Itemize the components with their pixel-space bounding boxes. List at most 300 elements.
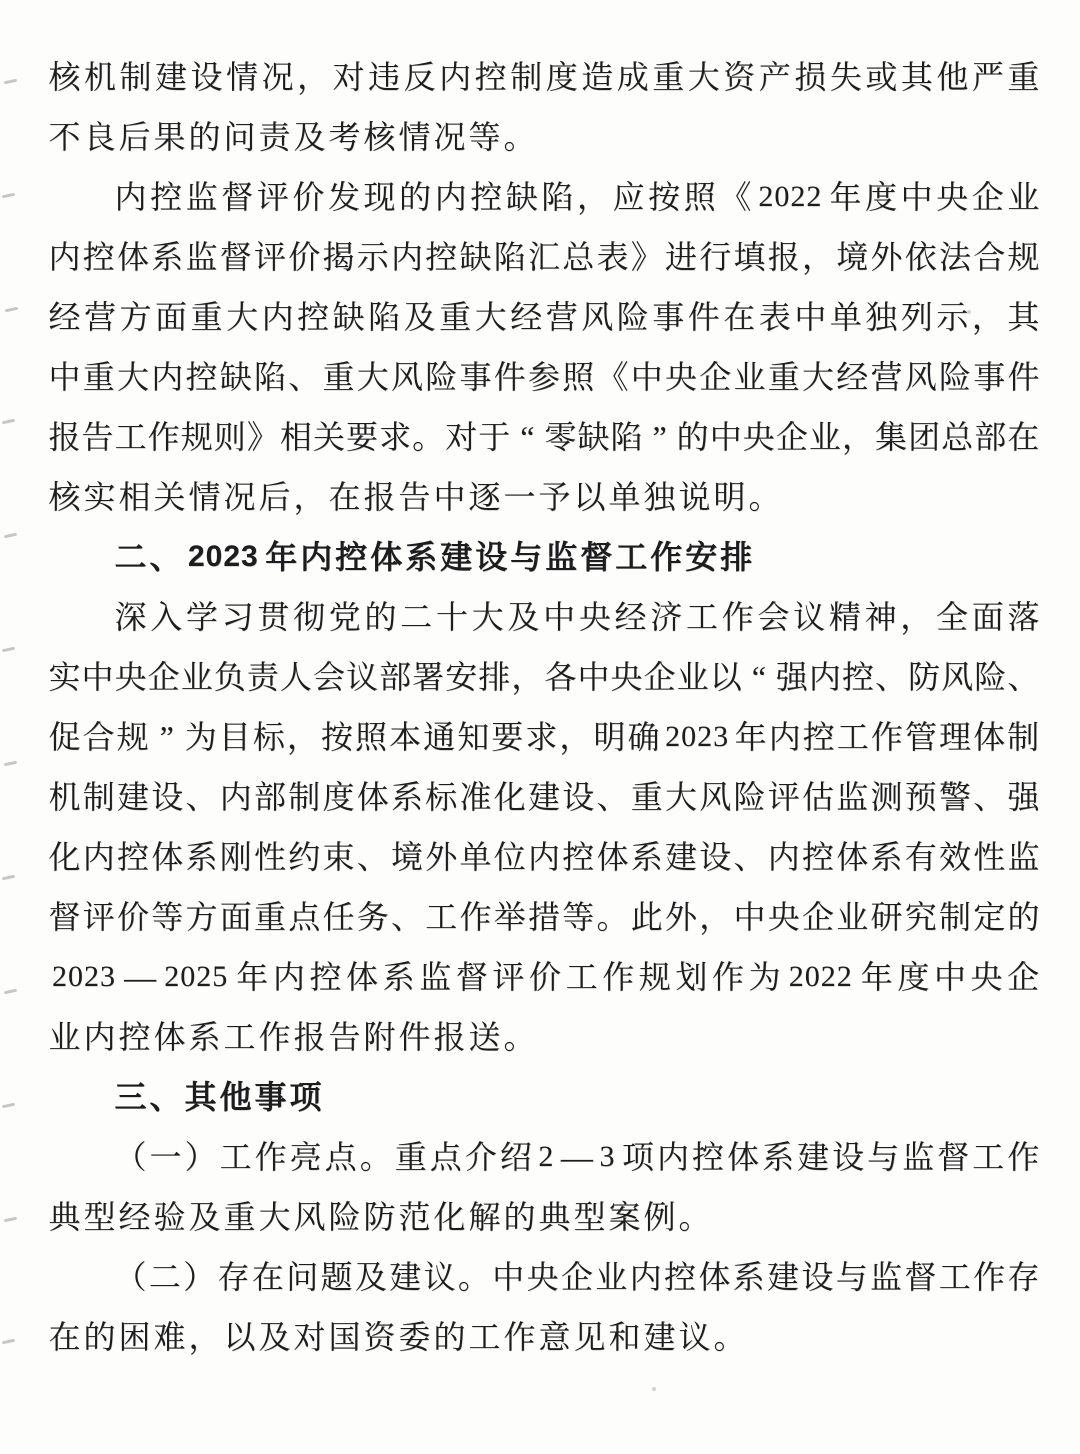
scan-edge-mark	[2, 1103, 15, 1109]
text-line	[48, 1307, 1040, 1367]
cjk-char: 、	[288, 359, 321, 395]
cjk-char: 标	[252, 719, 285, 755]
cjk-char: 会	[312, 659, 345, 695]
scan-edge-mark	[4, 533, 17, 539]
cjk-char: 机	[48, 779, 81, 815]
cjk-char: 内	[82, 839, 115, 875]
cjk-char: 失	[829, 59, 862, 95]
cjk-char: 内	[434, 179, 467, 215]
cjk-char: ）	[184, 1139, 217, 1175]
cjk-char: 企	[560, 1259, 593, 1295]
cjk-char: 后	[258, 479, 291, 515]
cjk-char: 报	[767, 239, 800, 275]
cjk-char: ，	[511, 659, 544, 695]
cjk-char: 与	[867, 1139, 900, 1175]
cjk-char: 企	[1007, 959, 1040, 995]
cjk-char: 独	[643, 479, 676, 515]
cjk-char: 应	[612, 179, 645, 215]
text-line	[48, 647, 1040, 707]
cjk-char: 体	[836, 839, 869, 875]
ascii-token: 2025	[164, 960, 229, 993]
cjk-char: 控	[185, 359, 218, 395]
cjk-char: 、	[390, 899, 423, 935]
cjk-char: 估	[801, 779, 834, 815]
cjk-char: 建	[116, 779, 149, 815]
cjk-char: 经	[510, 299, 543, 335]
cjk-char: 重	[190, 299, 223, 335]
cjk-char: 表	[758, 299, 791, 335]
cjk-char: 责	[246, 659, 279, 695]
cjk-char: 控	[118, 1019, 151, 1055]
cjk-char: 重	[630, 779, 663, 815]
cjk-char: 一	[149, 1139, 182, 1175]
cjk-char: 以	[573, 479, 606, 515]
cjk-char: 规	[1007, 239, 1040, 275]
cjk-char: 、	[149, 1079, 182, 1115]
cjk-char: 明	[593, 719, 626, 755]
cjk-char: 系	[382, 959, 415, 995]
cjk-char: 对	[445, 419, 478, 455]
cjk-char: 评	[767, 779, 800, 815]
cjk-char: 型	[573, 1199, 606, 1235]
cjk-char: 机	[84, 59, 117, 95]
cjk-char: 中	[733, 899, 766, 935]
cjk-char: 二	[148, 1259, 181, 1295]
cjk-char: 督	[455, 959, 488, 995]
cjk-char: 示	[356, 239, 389, 275]
cjk-char: 作	[973, 1259, 1006, 1295]
cjk-char: 件	[493, 359, 526, 395]
cjk-char: 经	[118, 1199, 151, 1235]
cjk-char: 。	[678, 1199, 711, 1235]
cjk-char: 解	[468, 1199, 501, 1235]
cjk-char: 济	[650, 599, 683, 635]
cjk-char: 系	[151, 239, 184, 275]
cjk-char: 表	[596, 239, 629, 275]
cjk-char: 。	[359, 1139, 392, 1175]
cjk-char: 其	[1007, 299, 1040, 335]
cjk-char: 业	[676, 659, 709, 695]
text-line	[48, 107, 1040, 167]
cjk-char: 照	[562, 359, 595, 395]
cjk-char: 核	[48, 479, 81, 515]
cjk-char: 重	[394, 1139, 427, 1175]
cjk-char: 设	[699, 839, 732, 875]
cjk-char: 风	[904, 359, 937, 395]
cjk-char: 缺	[577, 419, 610, 455]
scan-edge-mark	[2, 647, 15, 653]
cjk-char: 事	[652, 299, 685, 335]
cjk-char: 逐	[468, 479, 501, 515]
cjk-char: 控	[309, 959, 342, 995]
cjk-char: 控	[150, 179, 183, 215]
cjk-char: 内	[390, 239, 423, 275]
cjk-char: 陷	[253, 359, 286, 395]
cjk-char: 要	[346, 419, 379, 455]
cjk-char: 设	[801, 1259, 834, 1295]
ascii-token: 2	[538, 1140, 555, 1173]
cjk-char: 建	[797, 1139, 830, 1175]
cjk-char: 及	[507, 599, 540, 635]
text-line	[48, 767, 1040, 827]
cjk-char: 附	[363, 1019, 396, 1055]
cjk-char: 中	[900, 179, 933, 215]
cjk-char: 控	[335, 539, 368, 575]
text-line	[48, 1127, 1040, 1187]
cjk-char: 揭	[322, 239, 355, 275]
cjk-char: 约	[288, 839, 321, 875]
cjk-char: 及	[354, 1259, 387, 1295]
cjk-char: 。	[503, 119, 536, 155]
cjk-char: 监	[185, 239, 218, 275]
document-body	[48, 47, 1040, 1367]
cjk-char: 央	[936, 179, 969, 215]
cjk-char: 的	[433, 1319, 466, 1355]
cjk-char: 作	[258, 1019, 291, 1055]
cjk-char: 控	[801, 839, 834, 875]
cjk-char: 监	[185, 179, 218, 215]
cjk-char: 目	[218, 719, 251, 755]
cjk-char: 风	[699, 779, 732, 815]
cjk-char: 控	[297, 299, 330, 335]
cjk-char: 与	[510, 539, 543, 575]
cjk-char: 委	[398, 1319, 431, 1355]
cjk-char: 。	[412, 419, 445, 455]
scan-speck	[652, 1387, 656, 1391]
ascii-token: 2023	[665, 720, 730, 753]
cjk-char: 果	[153, 119, 186, 155]
cjk-char: 内	[83, 1019, 116, 1055]
cjk-char: 内	[219, 779, 252, 815]
cjk-char: 内	[261, 299, 294, 335]
cjk-char: 报	[293, 1019, 326, 1055]
cjk-char: 求	[379, 419, 412, 455]
cjk-char: 议	[423, 1259, 456, 1295]
cjk-char: 排	[720, 539, 753, 575]
cjk-char: 化	[433, 1199, 466, 1235]
cjk-char: 大	[226, 299, 259, 335]
cjk-char: 内	[767, 839, 800, 875]
cjk-char: 度	[322, 779, 355, 815]
cjk-char: 进	[664, 239, 697, 275]
cjk-char: 介	[464, 1139, 497, 1175]
cjk-char: 发	[327, 179, 360, 215]
cjk-char: 通	[423, 719, 456, 755]
cjk-char: 制	[938, 899, 971, 935]
cjk-char: 面	[971, 599, 1004, 635]
cjk-char: 控	[425, 239, 458, 275]
cjk-char: 缺	[505, 179, 538, 215]
cjk-char: 理	[939, 719, 972, 755]
cjk-char: 内	[439, 59, 472, 95]
cjk-char: 亮	[289, 1139, 322, 1175]
cjk-char: 价	[529, 959, 562, 995]
cjk-char: 内	[629, 1259, 662, 1295]
cjk-char: 监	[836, 779, 869, 815]
cjk-char: 制	[510, 59, 543, 95]
cjk-char: 事	[254, 1079, 287, 1115]
cjk-char: 意	[538, 1319, 571, 1355]
cjk-char: 署	[412, 659, 445, 695]
cjk-char: 工	[565, 959, 598, 995]
cjk-char: 内	[656, 1139, 689, 1175]
cjk-char: 体	[153, 1019, 186, 1055]
cjk-char: 情	[226, 59, 259, 95]
cjk-char: 情	[398, 119, 431, 155]
cjk-char: 准	[459, 779, 492, 815]
cjk-char: 总	[941, 419, 974, 455]
cjk-char: ）	[183, 1259, 216, 1295]
cjk-char: 风	[581, 299, 614, 335]
cjk-char: 建	[527, 779, 560, 815]
cjk-char: 风	[941, 659, 974, 695]
cjk-char: 等	[468, 119, 501, 155]
cjk-char: 困	[118, 1319, 151, 1355]
cjk-char: ，	[900, 599, 933, 635]
cjk-char: 业	[836, 899, 869, 935]
scan-edge-mark	[2, 193, 15, 199]
cjk-char: 控	[841, 659, 874, 695]
cjk-char: （	[114, 1259, 147, 1295]
cjk-char: 知	[457, 719, 490, 755]
cjk-char: 性	[973, 839, 1006, 875]
cjk-char: 说	[678, 479, 711, 515]
cjk-char: 资	[363, 1319, 396, 1355]
cjk-char: 与	[835, 1259, 868, 1295]
cjk-char: 安	[685, 539, 718, 575]
cjk-char: ，	[971, 299, 1004, 335]
cjk-char: 风	[390, 359, 423, 395]
cjk-char: 体	[356, 779, 389, 815]
text-line	[48, 1007, 1040, 1067]
cjk-char: 会	[757, 599, 790, 635]
cjk-char: 体	[973, 719, 1006, 755]
cjk-char: 作	[503, 1319, 536, 1355]
cjk-char: 作	[870, 719, 903, 755]
cjk-char: 议	[678, 1319, 711, 1355]
cjk-char: 相	[279, 419, 312, 455]
cjk-char: 良	[83, 119, 116, 155]
cjk-char: 此	[630, 899, 663, 935]
cjk-char: 法	[938, 239, 971, 275]
cjk-char: 化	[48, 839, 81, 875]
cjk-char: 报	[48, 419, 81, 455]
cjk-char: 存	[217, 1259, 250, 1295]
cjk-char: 业	[733, 359, 766, 395]
cjk-char: 题	[320, 1259, 353, 1295]
cjk-char: 大	[664, 779, 697, 815]
cjk-char: 境	[836, 239, 869, 275]
cjk-char: 业	[595, 1259, 628, 1295]
cjk-char: 在	[48, 1319, 81, 1355]
cjk-char: 议	[793, 599, 826, 635]
heading-line	[48, 1067, 1040, 1127]
cjk-char: 年	[734, 719, 767, 755]
cjk-char: 按	[320, 719, 353, 755]
cjk-char: 大	[474, 299, 507, 335]
cjk-char: 告	[328, 1019, 361, 1055]
cjk-char: 见	[573, 1319, 606, 1355]
cjk-char: 难	[153, 1319, 186, 1355]
cjk-char: 建	[440, 539, 473, 575]
cjk-char: 范	[398, 1199, 431, 1235]
text-line	[48, 887, 1040, 947]
cjk-char: 央	[610, 659, 643, 695]
cjk-char: 企	[801, 899, 834, 935]
cjk-char: 束	[322, 839, 355, 875]
cjk-char: 合	[82, 719, 115, 755]
cjk-char: 学	[185, 599, 218, 635]
cjk-char: 经	[836, 359, 869, 395]
scan-edge-mark	[4, 761, 17, 767]
cjk-char: 、	[973, 779, 1006, 815]
cjk-char: 度	[865, 179, 898, 215]
cjk-char: 实	[48, 659, 81, 695]
cjk-char: 建	[155, 59, 188, 95]
cjk-char: 业	[48, 1019, 81, 1055]
cjk-char: 彻	[293, 599, 326, 635]
cjk-char: 。	[596, 899, 629, 935]
cjk-char: 事	[459, 359, 492, 395]
cjk-char: 项	[289, 1079, 322, 1115]
cjk-char: 绍	[499, 1139, 532, 1175]
cjk-char: ，	[293, 479, 326, 515]
cjk-char: 设	[151, 779, 184, 815]
cjk-char: 面	[155, 299, 188, 335]
cjk-char: 《	[596, 359, 629, 395]
cjk-char: 业	[180, 659, 213, 695]
cjk-char: 督	[904, 1259, 937, 1295]
cjk-char: 系	[732, 1259, 765, 1295]
cjk-char: 险	[425, 359, 458, 395]
cjk-char: 其	[184, 1079, 217, 1115]
cjk-char: 以	[223, 1319, 256, 1355]
cjk-char: 、	[875, 659, 908, 695]
cjk-char: 报	[433, 1019, 466, 1055]
cjk-char: 件	[398, 1019, 431, 1055]
cjk-char: 制	[119, 59, 152, 95]
cjk-char: 营	[84, 299, 117, 335]
cjk-char: 制	[1007, 719, 1040, 755]
cjk-char: 控	[692, 1139, 725, 1175]
cjk-char: 问	[286, 1259, 319, 1295]
cjk-char: 重	[253, 899, 286, 935]
cjk-char: 国	[328, 1319, 361, 1355]
cjk-char: 测	[870, 779, 903, 815]
cjk-char: 等	[562, 899, 595, 935]
cjk-char: 单	[608, 479, 641, 515]
cjk-char: 、	[733, 839, 766, 875]
cjk-char: 效	[938, 839, 971, 875]
cjk-char: 务	[356, 899, 389, 935]
cjk-char: 相	[118, 479, 151, 515]
cjk-char: 督	[219, 239, 252, 275]
text-line	[48, 947, 1040, 1007]
cjk-char: 二	[400, 599, 433, 635]
cjk-char: 责	[258, 119, 291, 155]
cjk-char: 央	[114, 659, 147, 695]
cjk-char: 督	[48, 899, 81, 935]
cjk-char: 工	[468, 1319, 501, 1355]
cjk-char: 告	[81, 419, 114, 455]
cjk-char: 险	[974, 659, 1007, 695]
cjk-char: 照	[355, 719, 388, 755]
cjk-char: 况	[433, 119, 466, 155]
cjk-char: 按	[648, 179, 681, 215]
text-line	[48, 407, 1040, 467]
cjk-char: 核	[48, 59, 81, 95]
cjk-char: 在	[251, 1259, 284, 1295]
scan-edge-mark	[4, 989, 17, 995]
cjk-char: 的	[364, 599, 397, 635]
cjk-char: 研	[870, 899, 903, 935]
cjk-char: 重	[439, 299, 472, 335]
cjk-char: 造	[581, 59, 614, 95]
cjk-char: 重	[223, 1199, 256, 1235]
cjk-char: 一	[503, 479, 536, 515]
cjk-char: 报	[363, 479, 396, 515]
cjk-char: 严	[971, 59, 1004, 95]
cjk-char: 合	[973, 239, 1006, 275]
cjk-char: 控	[470, 179, 503, 215]
cjk-char: 团	[908, 419, 941, 455]
cjk-char: 促	[48, 719, 81, 755]
cjk-char: 后	[118, 119, 151, 155]
cjk-char: 中	[709, 419, 742, 455]
cjk-char: 中	[933, 959, 966, 995]
cjk-char: 示	[936, 299, 969, 335]
cjk-char: 设	[190, 59, 223, 95]
cjk-char: 本	[389, 719, 422, 755]
cjk-char: 》	[246, 419, 279, 455]
cjk-char: 问	[223, 119, 256, 155]
cjk-char: 系	[188, 1019, 221, 1055]
cjk-char: 内	[300, 539, 333, 575]
cjk-char: 作	[721, 599, 754, 635]
cjk-char: 评	[253, 239, 286, 275]
cjk-char: 项	[621, 1139, 654, 1175]
cjk-char: 系	[870, 839, 903, 875]
cjk-char: 工	[938, 1259, 971, 1295]
cjk-char: 依	[904, 239, 937, 275]
cjk-char: 营	[545, 299, 578, 335]
cjk-char: 则	[213, 419, 246, 455]
cjk-char: 险	[938, 359, 971, 395]
ascii-token: 2023	[188, 540, 259, 573]
cjk-char: 参	[527, 359, 560, 395]
cjk-char: 他	[936, 59, 969, 95]
cjk-char: ，	[559, 719, 592, 755]
cjk-char: 中	[630, 359, 663, 395]
cjk-char: 控	[474, 59, 507, 95]
cjk-char: 及	[258, 1319, 291, 1355]
cjk-char: 监	[902, 1139, 935, 1175]
cjk-char: 重	[767, 359, 800, 395]
cjk-char: 单	[459, 839, 492, 875]
cjk-char: 作	[147, 419, 180, 455]
cjk-char: 事	[973, 359, 1006, 395]
cjk-char: 中	[48, 359, 81, 395]
cjk-char: 集	[875, 419, 908, 455]
cjk-char: 制	[82, 779, 115, 815]
cjk-char: 作	[254, 1139, 287, 1175]
cjk-char: 中	[433, 479, 466, 515]
cjk-char: 价	[116, 899, 149, 935]
cjk-char: 系	[185, 839, 218, 875]
cjk-char: 评	[492, 959, 525, 995]
cjk-char: 督	[937, 1139, 970, 1175]
ascii-token: 3	[599, 1140, 616, 1173]
